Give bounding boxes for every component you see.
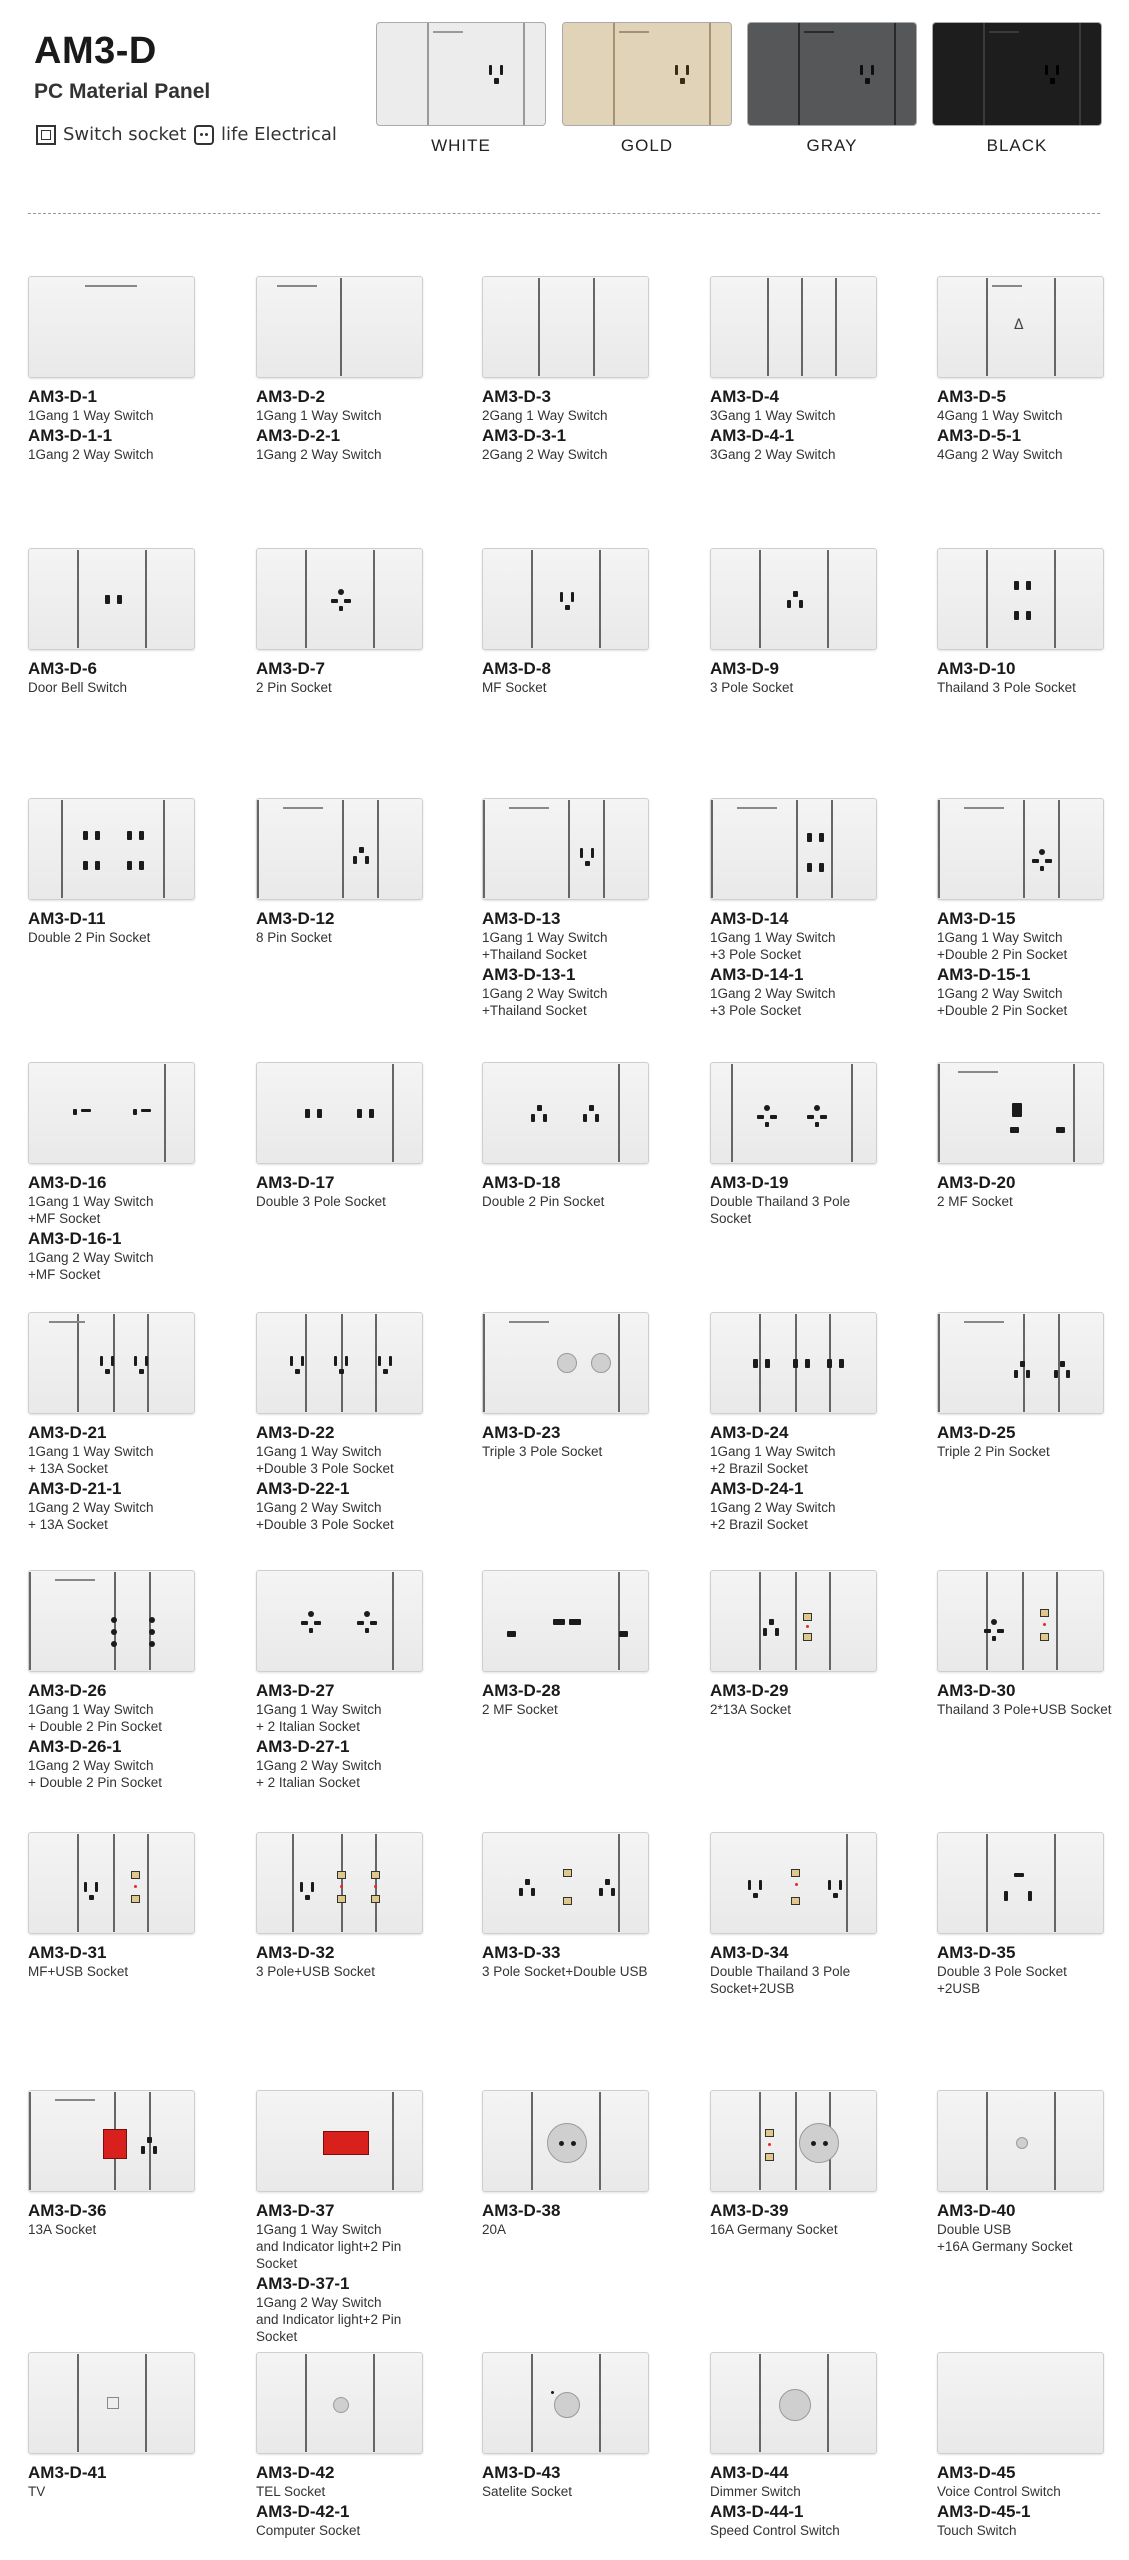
product-code: AM3-D-45	[937, 2463, 1016, 2482]
product-variant-code: AM3-D-16-1	[28, 1229, 122, 1248]
product-card	[710, 1062, 890, 1227]
product-variant-description: Computer Socket	[256, 2523, 361, 2538]
product-code: AM3-D-25	[937, 1423, 1016, 1442]
product-description: TEL Socket	[256, 2484, 326, 2499]
panel-image	[937, 2352, 1104, 2454]
product-description: Triple 2 Pin Socket	[937, 1444, 1050, 1459]
product-description: Double 3 Pole Socket	[256, 1194, 386, 1209]
product-code: AM3-D-10	[937, 659, 1016, 678]
product-variant-description: 1Gang 2 Way Switch +Thailand Socket	[482, 986, 608, 1018]
panel-image	[482, 2352, 649, 2454]
product-variant-code: AM3-D-21-1	[28, 1479, 122, 1498]
legend-label: Switch socket	[63, 124, 187, 145]
product-description: 20A	[482, 2222, 507, 2237]
product-card	[482, 1832, 662, 1980]
panel-image	[256, 1570, 423, 1672]
product-description: 16A Germany Socket	[710, 2222, 838, 2237]
panel-image	[256, 2090, 423, 2192]
product-variant-description: 1Gang 2 Way Switch +3 Pole Socket	[710, 986, 836, 1018]
product-description: Satelite Socket	[482, 2484, 573, 2499]
product-card	[937, 2090, 1117, 2255]
product-card	[937, 1062, 1117, 1210]
panel-image	[482, 2090, 649, 2192]
panel-image	[28, 276, 195, 378]
product-code: AM3-D-23	[482, 1423, 561, 1442]
product-variant-code: AM3-D-13-1	[482, 965, 576, 984]
product-code: AM3-D-34	[710, 1943, 789, 1962]
product-description: Triple 3 Pole Socket	[482, 1444, 603, 1459]
panel-image	[28, 1312, 195, 1414]
panel-image	[28, 1570, 195, 1672]
product-code: AM3-D-32	[256, 1943, 335, 1962]
product-card	[710, 1312, 890, 1533]
product-card	[28, 1570, 208, 1791]
product-code: AM3-D-33	[482, 1943, 561, 1962]
product-variant-description: 1Gang 2 Way Switch + 2 Italian Socket	[256, 1758, 382, 1790]
panel-image	[256, 1062, 423, 1164]
product-description: Door Bell Switch	[28, 680, 128, 695]
product-description: Double 3 Pole Socket +2USB	[937, 1964, 1067, 1996]
product-code: AM3-D-42	[256, 2463, 335, 2482]
product-code: AM3-D-4	[710, 387, 779, 406]
product-code: AM3-D-29	[710, 1681, 789, 1700]
product-card	[710, 1570, 890, 1718]
product-card	[256, 548, 436, 696]
product-card	[710, 548, 890, 696]
product-variant-description: Touch Switch	[937, 2523, 1017, 2538]
product-description: MF+USB Socket	[28, 1964, 129, 1979]
panel-image	[256, 548, 423, 650]
product-variant-code: AM3-D-45-1	[937, 2502, 1031, 2521]
product-card	[482, 1312, 662, 1460]
panel-image	[482, 798, 649, 900]
product-description: 13A Socket	[28, 2222, 97, 2237]
product-description: 3Gang 1 Way Switch	[710, 408, 836, 423]
panel-image	[710, 1312, 877, 1414]
panel-image	[710, 1832, 877, 1934]
product-description: 2*13A Socket	[710, 1702, 792, 1717]
product-card	[256, 1832, 436, 1980]
product-card	[710, 1832, 890, 1997]
product-code: AM3-D-36	[28, 2201, 107, 2220]
product-description: 4Gang 1 Way Switch	[937, 408, 1063, 423]
product-card	[256, 1062, 436, 1210]
product-variant-code: AM3-D-24-1	[710, 1479, 804, 1498]
color-label: GRAY	[806, 136, 858, 155]
product-description: 8 Pin Socket	[256, 930, 332, 945]
product-variant-code: AM3-D-42-1	[256, 2502, 350, 2521]
product-variant-code: AM3-D-27-1	[256, 1737, 350, 1756]
legend-label: life Electrical	[221, 124, 337, 145]
panel-image	[482, 1570, 649, 1672]
product-code: AM3-D-13	[482, 909, 561, 928]
product-code: AM3-D-40	[937, 2201, 1016, 2220]
product-variant-code: AM3-D-3-1	[482, 426, 567, 445]
product-code: AM3-D-12	[256, 909, 335, 928]
product-description: 2 Pin Socket	[256, 680, 332, 695]
color-label: WHITE	[431, 136, 491, 155]
panel-image	[937, 1832, 1104, 1934]
product-code: AM3-D-3	[482, 387, 551, 406]
product-code: AM3-D-35	[937, 1943, 1016, 1962]
product-description: 1Gang 1 Way Switch +Double 3 Pole Socket	[256, 1444, 394, 1476]
product-description: 1Gang 1 Way Switch +Thailand Socket	[482, 930, 608, 962]
page-title: AM3-D	[34, 30, 157, 72]
panel-image	[710, 276, 877, 378]
product-code: AM3-D-20	[937, 1173, 1016, 1192]
product-card	[937, 276, 1117, 463]
product-description: 1Gang 1 Way Switch + Double 2 Pin Socket	[28, 1702, 162, 1734]
product-variant-code: AM3-D-15-1	[937, 965, 1031, 984]
product-card	[256, 798, 436, 946]
product-description: 1Gang 1 Way Switch +3 Pole Socket	[710, 930, 836, 962]
product-description: 1Gang 1 Way Switch +Double 2 Pin Socket	[937, 930, 1068, 962]
product-card	[28, 276, 208, 463]
product-code: AM3-D-22	[256, 1423, 335, 1442]
product-card	[482, 276, 662, 463]
product-code: AM3-D-37	[256, 2201, 335, 2220]
product-card	[937, 798, 1117, 1019]
panel-image	[937, 1312, 1104, 1414]
product-description: 3 Pole Socket	[710, 680, 794, 695]
product-variant-description: 2Gang 2 Way Switch	[482, 447, 608, 462]
panel-image	[256, 276, 423, 378]
product-card	[710, 276, 890, 463]
product-variant-code: AM3-D-2-1	[256, 426, 341, 445]
product-description: Voice Control Switch	[937, 2484, 1061, 2499]
product-description: Dimmer Switch	[710, 2484, 801, 2499]
product-card	[28, 1062, 208, 1283]
product-card	[482, 548, 662, 696]
product-code: AM3-D-16	[28, 1173, 107, 1192]
product-description: 1Gang 1 Way Switch +MF Socket	[28, 1194, 154, 1226]
product-card	[482, 1062, 662, 1210]
panel-image	[937, 1062, 1104, 1164]
product-card	[937, 548, 1117, 696]
product-description: MF Socket	[482, 680, 547, 695]
product-variant-description: 4Gang 2 Way Switch	[937, 447, 1063, 462]
product-card	[482, 1570, 662, 1718]
product-description: 3 Pole+USB Socket	[256, 1964, 375, 1979]
product-description: 1Gang 1 Way Switch	[28, 408, 154, 423]
product-description: Double USB +16A Germany Socket	[937, 2222, 1073, 2254]
product-card	[28, 1832, 208, 1980]
panel-image	[256, 1832, 423, 1934]
product-description: Thailand 3 Pole+USB Socket	[937, 1702, 1112, 1717]
panel-image	[937, 2090, 1104, 2192]
product-code: AM3-D-38	[482, 2201, 561, 2220]
product-description: Thailand 3 Pole Socket	[937, 680, 1076, 695]
product-code: AM3-D-8	[482, 659, 551, 678]
panel-image	[710, 1062, 877, 1164]
panel-image	[710, 1570, 877, 1672]
product-variant-description: 1Gang 2 Way Switch and Indicator light+2 Pin Socket	[256, 2295, 402, 2344]
product-card	[710, 2090, 890, 2238]
product-card	[256, 1570, 436, 1791]
product-variant-code: AM3-D-44-1	[710, 2502, 804, 2521]
product-variant-code: AM3-D-1-1	[28, 426, 113, 445]
color-label: BLACK	[986, 136, 1048, 155]
product-card	[28, 798, 208, 946]
product-card	[482, 2352, 662, 2500]
product-description: 1Gang 1 Way Switch and Indicator light+2 Pin Socket	[256, 2222, 402, 2271]
panel-image	[28, 798, 195, 900]
panel-image	[937, 1570, 1104, 1672]
product-card	[256, 276, 436, 463]
product-card	[28, 1312, 208, 1533]
panel-image	[937, 548, 1104, 650]
product-variant-description: 1Gang 2 Way Switch +Double 2 Pin Socket	[937, 986, 1068, 1018]
panel-image	[710, 798, 877, 900]
color-label: GOLD	[620, 136, 674, 155]
product-description: 2 MF Socket	[937, 1194, 1013, 1209]
product-variant-description: 1Gang 2 Way Switch + 13A Socket	[28, 1500, 154, 1532]
panel-image	[256, 1312, 423, 1414]
panel-image	[482, 1832, 649, 1934]
panel-image	[482, 276, 649, 378]
product-code: AM3-D-7	[256, 659, 325, 678]
product-card	[482, 798, 662, 1019]
product-description: 1Gang 1 Way Switch + 2 Italian Socket	[256, 1702, 382, 1734]
product-code: AM3-D-21	[28, 1423, 107, 1442]
product-code: AM3-D-15	[937, 909, 1016, 928]
product-variant-code: AM3-D-37-1	[256, 2274, 350, 2293]
panel-image	[28, 1062, 195, 1164]
product-description: 1Gang 1 Way Switch + 13A Socket	[28, 1444, 154, 1476]
product-variant-description: 1Gang 2 Way Switch	[28, 447, 154, 462]
product-code: AM3-D-26	[28, 1681, 107, 1700]
product-card	[937, 1312, 1117, 1460]
product-variant-description: Speed Control Switch	[710, 2523, 840, 2538]
product-card	[937, 2352, 1117, 2539]
panel-image	[710, 548, 877, 650]
product-variant-code: AM3-D-5-1	[937, 426, 1022, 445]
product-code: AM3-D-30	[937, 1681, 1016, 1700]
product-variant-code: AM3-D-14-1	[710, 965, 804, 984]
product-code: AM3-D-11	[28, 909, 106, 928]
product-variant-code: AM3-D-26-1	[28, 1737, 122, 1756]
product-code: AM3-D-28	[482, 1681, 561, 1700]
product-description: Double Thailand 3 Pole Socket	[710, 1194, 851, 1226]
panel-image	[482, 1312, 649, 1414]
product-variant-description: 1Gang 2 Way Switch +MF Socket	[28, 1250, 154, 1282]
product-card	[937, 1570, 1117, 1718]
product-description: Double Thailand 3 Pole Socket+2USB	[710, 1964, 851, 1996]
product-code: AM3-D-17	[256, 1173, 335, 1192]
product-variant-description: 1Gang 2 Way Switch +Double 3 Pole Socket	[256, 1500, 394, 1532]
product-card	[710, 2352, 890, 2539]
product-code: AM3-D-1	[28, 387, 97, 406]
panel-image	[28, 2090, 195, 2192]
product-description: 1Gang 1 Way Switch +2 Brazil Socket	[710, 1444, 836, 1476]
product-card	[937, 1832, 1117, 1997]
product-code: AM3-D-43	[482, 2463, 561, 2482]
panel-image	[256, 798, 423, 900]
panel-image	[482, 548, 649, 650]
panel-image	[710, 2090, 877, 2192]
product-card	[28, 2352, 208, 2500]
panel-image	[256, 2352, 423, 2454]
panel-image: Δ	[937, 276, 1104, 378]
product-code: AM3-D-31	[28, 1943, 107, 1962]
product-description: Double 2 Pin Socket	[482, 1194, 605, 1209]
product-card	[256, 2090, 436, 2345]
product-code: AM3-D-2	[256, 387, 325, 406]
panel-image	[28, 548, 195, 650]
panel-image	[28, 2352, 195, 2454]
product-variant-description: 1Gang 2 Way Switch + Double 2 Pin Socket	[28, 1758, 162, 1790]
product-code: AM3-D-6	[28, 659, 97, 678]
product-card	[28, 548, 208, 696]
product-code: AM3-D-9	[710, 659, 779, 678]
panel-image	[710, 2352, 877, 2454]
product-description: 1Gang 1 Way Switch	[256, 408, 382, 423]
product-card	[482, 2090, 662, 2238]
product-description: 2 MF Socket	[482, 1702, 558, 1717]
product-code: AM3-D-14	[710, 909, 789, 928]
product-code: AM3-D-18	[482, 1173, 561, 1192]
product-code: AM3-D-19	[710, 1173, 789, 1192]
product-code: AM3-D-39	[710, 2201, 789, 2220]
product-card	[28, 2090, 208, 2238]
product-description: TV	[28, 2484, 46, 2499]
product-code: AM3-D-24	[710, 1423, 789, 1442]
product-variant-code: AM3-D-4-1	[710, 426, 795, 445]
product-variant-code: AM3-D-22-1	[256, 1479, 350, 1498]
panel-image	[482, 1062, 649, 1164]
page-subtitle: PC Material Panel	[34, 80, 211, 103]
product-card	[256, 2352, 436, 2539]
panel-image	[937, 798, 1104, 900]
product-variant-description: 1Gang 2 Way Switch	[256, 447, 382, 462]
product-code: AM3-D-5	[937, 387, 1006, 406]
product-code: AM3-D-41	[28, 2463, 107, 2482]
panel-image	[28, 1832, 195, 1934]
product-description: Double 2 Pin Socket	[28, 930, 151, 945]
product-code: AM3-D-44	[710, 2463, 789, 2482]
product-description: 2Gang 1 Way Switch	[482, 408, 608, 423]
product-card	[256, 1312, 436, 1533]
product-description: 3 Pole Socket+Double USB	[482, 1964, 648, 1979]
product-variant-description: 3Gang 2 Way Switch	[710, 447, 836, 462]
product-variant-description: 1Gang 2 Way Switch +2 Brazil Socket	[710, 1500, 836, 1532]
product-card	[710, 798, 890, 1019]
product-code: AM3-D-27	[256, 1681, 335, 1700]
